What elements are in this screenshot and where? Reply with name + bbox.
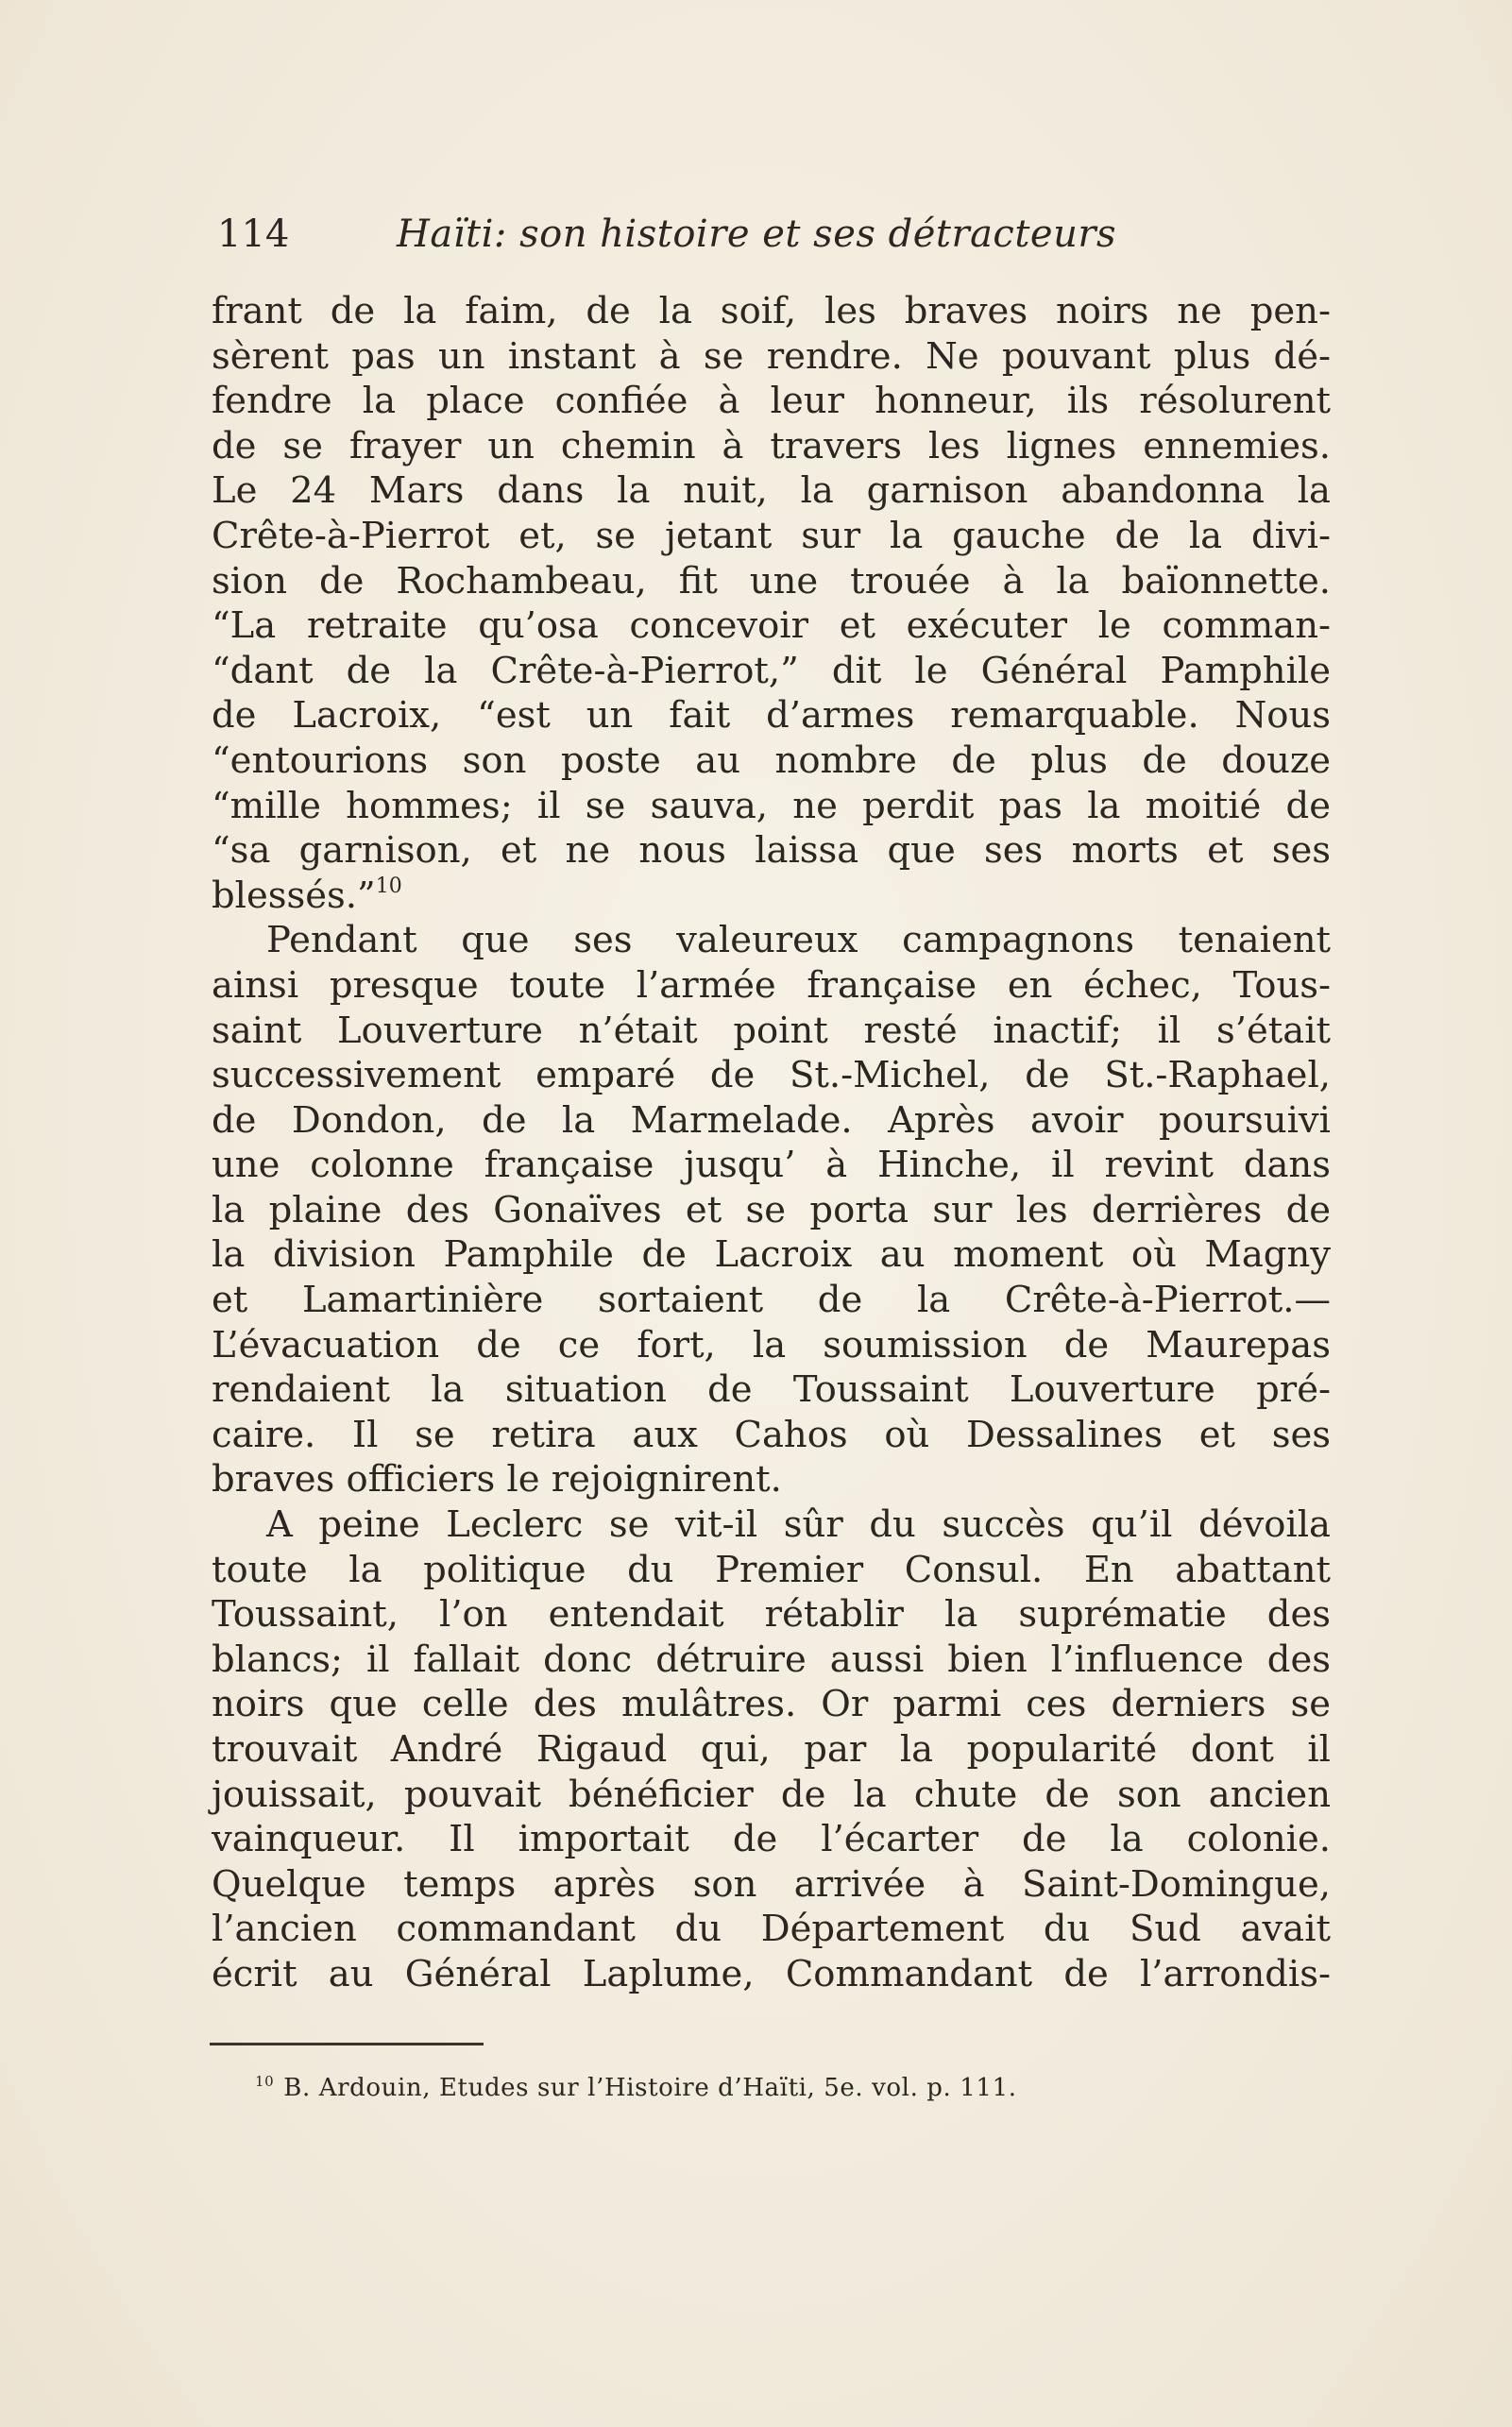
paragraph-1 bbox=[212, 289, 1331, 918]
text-line: l’ancien commandant du Département du Sud avait bbox=[212, 1908, 1331, 1951]
text-line: une colonne française jusqu’ à Hinche, il revint dans bbox=[212, 1144, 1331, 1187]
text-line: jouissait, pouvait bénéficier de la chute de son ancien bbox=[212, 1773, 1331, 1816]
text-line: rendaient la situation de Toussaint Louverture pré- bbox=[212, 1368, 1331, 1412]
text-line: successivement emparé de St.-Michel, de St.-Raphael, bbox=[212, 1054, 1331, 1097]
footnote-text: B. Ardouin, Etudes sur l’Histoire d’Haïti, 5e. vol. p. 111. bbox=[283, 2074, 1017, 2102]
text-line-text: blessés.” bbox=[212, 874, 376, 917]
text-line: de Dondon, de la Marmelade. Après avoir poursuivi bbox=[212, 1098, 1331, 1142]
paragraph-2 bbox=[212, 918, 1331, 1502]
running-title: Haïti: son histoire et ses détracteurs bbox=[397, 212, 1116, 256]
text-line: frant de la faim, de la soif, les braves noirs ne pen- bbox=[212, 290, 1331, 332]
text-line: “entourions son poste au nombre de plus de douze bbox=[212, 738, 1331, 782]
footnote-number: 10 bbox=[255, 2073, 275, 2090]
text-line: Le 24 Mars dans la nuit, la garnison abandonna la bbox=[212, 469, 1331, 513]
text-line: “mille hommes; il se sauva, ne perdit pas la moitié de bbox=[212, 784, 1331, 827]
footnote-divider bbox=[210, 2043, 484, 2045]
text-line-with-footnote bbox=[212, 874, 1331, 919]
footnote bbox=[255, 2072, 1017, 2104]
text-line: ainsi presque toute l’armée française en échec, Tous- bbox=[212, 963, 1331, 1007]
text-line: la plaine des Gonaïves et se porta sur les derrières de bbox=[212, 1188, 1331, 1231]
paragraph-3 bbox=[212, 1502, 1331, 1997]
text-line: sion de Rochambeau, fit une trouée à la baïonnette. bbox=[212, 559, 1331, 603]
text-line: écrit au Général Laplume, Commandant de l’arrondis- bbox=[212, 1952, 1331, 1995]
text-line: “sa garnison, et ne nous laissa que ses morts et ses bbox=[212, 829, 1331, 873]
footnote-reference: 10 bbox=[375, 874, 402, 898]
page-header bbox=[217, 206, 1332, 263]
text-line: trouvait André Rigaud qui, par la popularité dont il bbox=[212, 1728, 1331, 1771]
text-line: A peine Leclerc se vit-il sûr du succès qu’il dévoila bbox=[266, 1503, 1331, 1547]
text-line: “La retraite qu’osa concevoir et exécuter le comman- bbox=[212, 604, 1331, 648]
text-line: Pendant que ses valeureux campagnons tenaient bbox=[266, 919, 1331, 962]
text-line: Crête-à-Pierrot et, se jetant sur la gauche de la divi- bbox=[212, 514, 1331, 557]
text-line: L’évacuation de ce fort, la soumission de Maurepas bbox=[212, 1323, 1331, 1366]
text-line: de Lacroix, “est un fait d’armes remarquable. Nous bbox=[212, 694, 1331, 738]
text-line: et Lamartinière sortaient de la Crête-à-Pierrot.— bbox=[212, 1279, 1331, 1322]
text-line: fendre la place confiée à leur honneur, ils résolurent bbox=[212, 380, 1331, 423]
page-number: 114 bbox=[217, 212, 290, 256]
text-line: caire. Il se retira aux Cahos où Dessalines et ses bbox=[212, 1413, 1331, 1456]
text-line: sèrent pas un instant à se rendre. Ne pouvant plus dé- bbox=[212, 334, 1331, 378]
text-line: noirs que celle des mulâtres. Or parmi ces derniers se bbox=[212, 1683, 1331, 1726]
text-line: “dant de la Crête-à-Pierrot,” dit le Général Pamphile bbox=[212, 649, 1331, 692]
text-line: de se frayer un chemin à travers les lignes ennemies. bbox=[212, 424, 1331, 467]
text-line: vainqueur. Il importait de l’écarter de la colonie. bbox=[212, 1818, 1331, 1861]
body-text bbox=[212, 289, 1331, 1997]
text-line: Toussaint, l’on entendait rétablir la suprématie des bbox=[212, 1593, 1331, 1637]
text-line: la division Pamphile de Lacroix au moment où Magny bbox=[212, 1233, 1331, 1277]
text-line: braves officiers le rejoignirent. bbox=[212, 1458, 782, 1502]
text-line: toute la politique du Premier Consul. En abattant bbox=[212, 1548, 1331, 1591]
text-line: saint Louverture n’était point resté inactif; il s’était bbox=[212, 1009, 1331, 1052]
text-line: Quelque temps après son arrivée à Saint-Domingue, bbox=[212, 1862, 1331, 1906]
text-line: blancs; il fallait donc détruire aussi bien l’influence des bbox=[212, 1638, 1331, 1681]
